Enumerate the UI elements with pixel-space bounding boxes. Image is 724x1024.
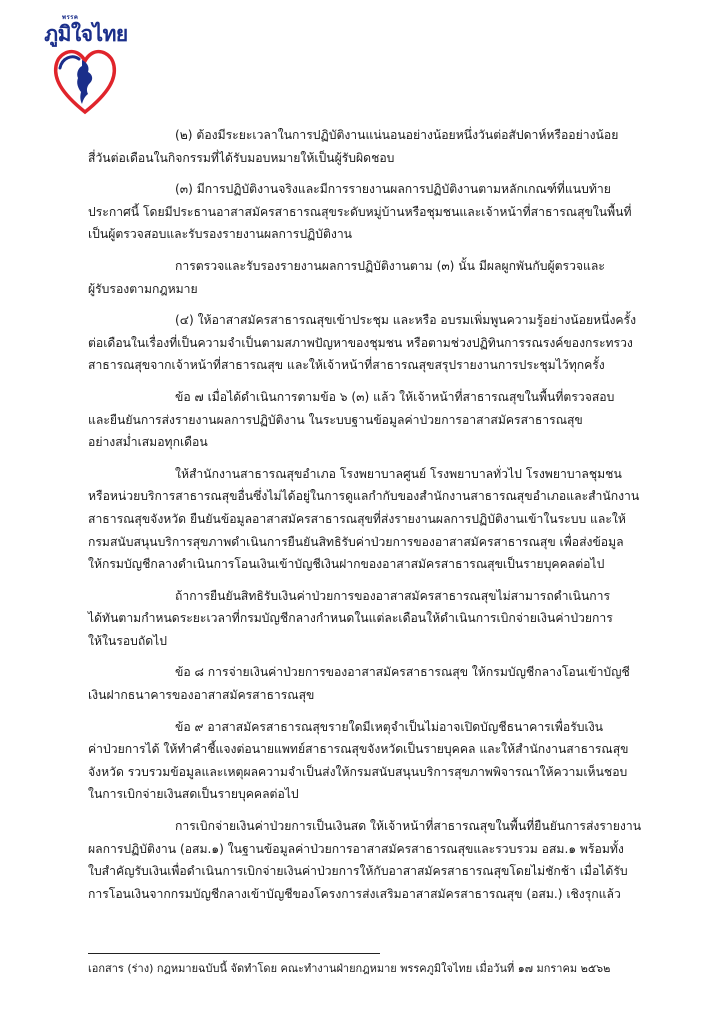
text-line: เงินฝากธนาคารของอาสาสมัครสาธารณสุข [88,688,315,703]
text-line: กรมสนับสนุนบริการสุขภาพดำเนินการยืนยันสิทธิรับค่าป่วยการของอาสาสมัครสาธารณสุข เพื่อส่งข้อมูล [88,534,624,549]
logo-small-text: พรรค [62,14,79,21]
text-line: ข้อ ๘ การจ่ายเงินค่าป่วยการของอาสาสมัครสาธารณสุข ให้กรมบัญชีกลางโอนเข้าบัญชี [175,665,630,680]
text-line: ผู้รับรองตามกฎหมาย [88,281,198,296]
text-line: ต่อเดือนในเรื่องที่เป็นความจำเป็นตามสภาพปัญหาของชุมชน หรือตามช่วงปฏิทินการรณรงค์ของกระทรวง [88,335,633,350]
paragraph [88,386,640,454]
text-line: ข้อ ๗ เมื่อได้ดำเนินการตามข้อ ๖ (๓) แล้ว ให้เจ้าหน้าที่สาธารณสุขในพื้นที่ตรวจสอบ [175,389,615,404]
text-line: สี่วันต่อเดือนในกิจกรรมที่ได้รับมอบหมายให้เป็นผู้รับผิดชอบ [88,150,395,165]
paragraph [88,309,640,377]
text-line: ใบสำคัญรับเงินเพื่อดำเนินการเบิกจ่ายเงินค่าป่วยการให้กับอาสาสมัครสาธารณสุขโดยไม่ชักช้า เมื่อได้รับ [88,864,628,879]
text-line: สาธารณสุขจังหวัด ยืนยันข้อมูลอาสาสมัครสาธารณสุขที่ส่งรายงานผลการปฏิบัติงานเข้าในระบบ และให้ [88,511,626,526]
paragraph [88,815,640,905]
text-line: อย่างสม่ำเสมอทุกเดือน [88,435,208,450]
text-line: จังหวัด รวบรวมข้อมูลและเหตุผลความจำเป็นส่งให้กรมสนับสนุนบริการสุขภาพพิจารณาให้ความเห็นชอบ [88,764,628,779]
text-line: ให้กรมบัญชีกลางดำเนินการโอนเงินเข้าบัญชีเงินฝากของอาสาสมัครสาธารณสุขเป็นรายบุคคลต่อไป [88,557,605,572]
text-line: ได้ทันตามกำหนดระยะเวลาที่กรมบัญชีกลางกำหนดในแต่ละเดือนให้ดำเนินการเบิกจ่ายเงินค่าป่วยการ [88,611,613,626]
text-line: เป็นผู้ตรวจสอบและรับรองรายงานผลการปฏิบัติงาน [88,227,353,242]
text-line: ค่าป่วยการได้ ให้ทำคำชี้แจงต่อนายแพทย์สาธารณสุขจังหวัดเป็นรายบุคคล และให้สำนักงานสาธารณสุข [88,742,629,757]
text-line: ให้ในรอบถัดไป [88,633,168,648]
heart-map-icon [52,46,118,116]
paragraph [88,585,640,653]
text-line: ข้อ ๙ อาสาสมัครสาธารณสุขรายใดมีเหตุจำเป็นไม่อาจเปิดบัญชีธนาคารเพื่อรับเงิน [175,719,603,734]
text-line: ผลการปฏิบัติงาน (อสม.๑) ในฐานข้อมูลค่าป่วยการอาสาสมัครสาธารณสุขและรวบรวม อสม.๑ พร้อมทั้ง [88,841,624,856]
paragraph [88,124,640,169]
text-line: (๒) ต้องมีระยะเวลาในการปฏิบัติงานแน่นอนอย่างน้อยหนึ่งวันต่อสัปดาห์หรืออย่างน้อย [175,128,619,142]
text-line: ประกาศนี้ โดยมีประธานอาสาสมัครสาธารณสุขระดับหมู่บ้านหรือชุมชนและเจ้าหน้าที่สาธารณสุขในพื้นที่ [88,204,632,219]
text-line: การเบิกจ่ายเงินค่าป่วยการเป็นเงินสด ให้เจ้าหน้าที่สาธารณสุขในพื้นที่ยืนยันการส่งรายงาน [175,819,642,834]
text-line: การตรวจและรับรองรายงานผลการปฏิบัติงานตาม (๓) นั้น มีผลผูกพันกับผู้ตรวจและ [175,258,605,273]
text-line: ให้สำนักงานสาธารณสุขอำเภอ โรงพยาบาลศูนย์ โรงพยาบาลทั่วไป โรงพยาบาลชุมชน [175,466,622,481]
paragraph [88,661,640,706]
text-line: สาธารณสุขจากเจ้าหน้าที่สาธารณสุข และให้เจ้าหน้าที่สาธารณสุขสรุปรายงานการประชุมไว้ทุกครั้ง [88,358,605,373]
party-logo [44,12,128,118]
text-line: และยืนยันการส่งรายงานผลการปฏิบัติงาน ในระบบฐานข้อมูลค่าป่วยการอาสาสมัครสาธารณสุข [88,412,583,427]
text-line: หรือหน่วยบริการสาธารณสุขอื่นซึ่งไม่ได้อยู่ในการดูแลกำกับของสำนักงานสาธารณสุขอำเภอและสำนักงาน [88,489,640,504]
paragraph [88,463,640,576]
paragraph [88,716,640,806]
footnote: เอกสาร (ร่าง) กฎหมายฉบับนี้ จัดทำโดย คณะทำงานฝ่ายกฎหมาย พรรคภูมิใจไทย เมื่อวันที่ ๑๗ มกราคม ๒๕๖๒ [88,962,611,975]
logo-wordmark: ภูมิใจไทย [44,22,128,46]
paragraph [88,255,640,300]
paragraph [88,178,640,246]
text-line: ถ้าการยืนยันสิทธิรับเงินค่าป่วยการของอาสาสมัครสาธารณสุขไม่สามารถดำเนินการ [175,588,611,603]
text-line: (๓) มีการปฏิบัติงานจริงและมีการรายงานผลการปฏิบัติงานตามหลักเกณฑ์ที่แนบท้าย [175,182,611,197]
text-line: ในการเบิกจ่ายเงินสดเป็นรายบุคคลต่อไป [88,787,299,802]
document-body [88,124,640,905]
footnote-divider [88,953,380,954]
text-line: การโอนเงินจากกรมบัญชีกลางเข้าบัญชีของโครงการส่งเสริมอาสาสมัครสาธารณสุข (อสม.) เชิงรุกแล้ว [88,886,621,901]
text-line: (๔) ให้อาสาสมัครสาธารณสุขเข้าประชุม และหรือ อบรมเพิ่มพูนความรู้อย่างน้อยหนึ่งครั้ง [175,313,637,328]
